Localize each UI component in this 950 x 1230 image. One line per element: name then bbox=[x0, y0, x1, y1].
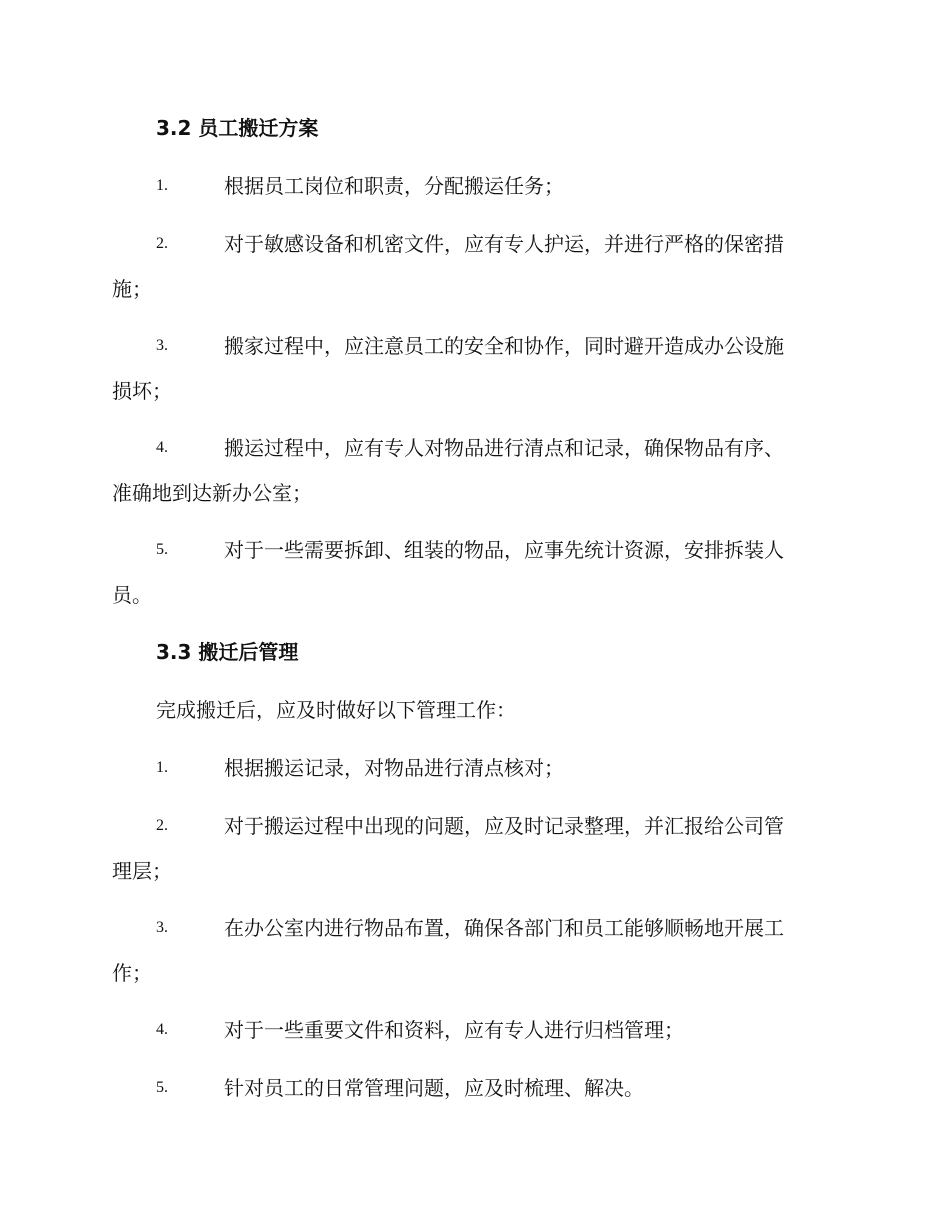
list-item-text: 在办公室内进行物品布置，确保各部门和员工能够顺畅地开展工 bbox=[224, 916, 784, 940]
list-item-continuation: 作； bbox=[112, 961, 152, 985]
list-item bbox=[112, 1073, 834, 1103]
list-item-number: 4. bbox=[156, 439, 168, 456]
list-item-continuation: 施； bbox=[112, 277, 152, 301]
list-item bbox=[112, 1015, 834, 1045]
list-item-number: 5. bbox=[156, 541, 168, 558]
list-item-continuation: 理层； bbox=[112, 859, 172, 883]
list-item-text: 对于敏感设备和机密文件，应有专人护运，并进行严格的保密措 bbox=[224, 232, 784, 256]
list-item bbox=[112, 753, 834, 783]
list-item-text: 根据搬运记录，对物品进行清点核对； bbox=[224, 756, 564, 780]
list-item-text: 根据员工岗位和职责，分配搬运任务； bbox=[224, 174, 564, 198]
list-item-number: 1. bbox=[156, 759, 168, 776]
list-item bbox=[112, 171, 834, 201]
list-item-number: 1. bbox=[156, 177, 168, 194]
list-item-continuation: 准确地到达新办公室； bbox=[112, 481, 312, 505]
list-item-number: 2. bbox=[156, 235, 168, 252]
list-item-number: 3. bbox=[156, 337, 168, 354]
list-item bbox=[112, 433, 834, 508]
list-item bbox=[112, 535, 834, 610]
list-item bbox=[112, 229, 834, 304]
list-item-text: 对于搬运过程中出现的问题，应及时记录整理，并汇报给公司管 bbox=[224, 814, 784, 838]
list-item bbox=[112, 811, 834, 886]
list-item bbox=[112, 331, 834, 406]
list-item-text: 针对员工的日常管理问题，应及时梳理、解决。 bbox=[224, 1076, 644, 1100]
list-item-number: 5. bbox=[156, 1079, 168, 1096]
list-item-text: 对于一些重要文件和资料，应有专人进行归档管理； bbox=[224, 1018, 684, 1042]
list-item-number: 4. bbox=[156, 1021, 168, 1038]
section-heading-3-2: 3.2 员工搬迁方案 bbox=[156, 116, 319, 140]
list-item bbox=[112, 913, 834, 988]
list-item-number: 2. bbox=[156, 817, 168, 834]
list-item-continuation: 损坏； bbox=[112, 379, 172, 403]
list-item-number: 3. bbox=[156, 919, 168, 936]
list-item-text: 搬运过程中，应有专人对物品进行清点和记录，确保物品有序、 bbox=[224, 436, 784, 460]
list-item-text: 搬家过程中，应注意员工的安全和协作，同时避开造成办公设施 bbox=[224, 334, 784, 358]
section-intro: 完成搬迁后，应及时做好以下管理工作： bbox=[156, 698, 516, 722]
list-item-text: 对于一些需要拆卸、组装的物品，应事先统计资源，安排拆装人 bbox=[224, 538, 784, 562]
section-heading-3-3: 3.3 搬迁后管理 bbox=[156, 640, 299, 664]
list-item-continuation: 员。 bbox=[112, 583, 152, 607]
